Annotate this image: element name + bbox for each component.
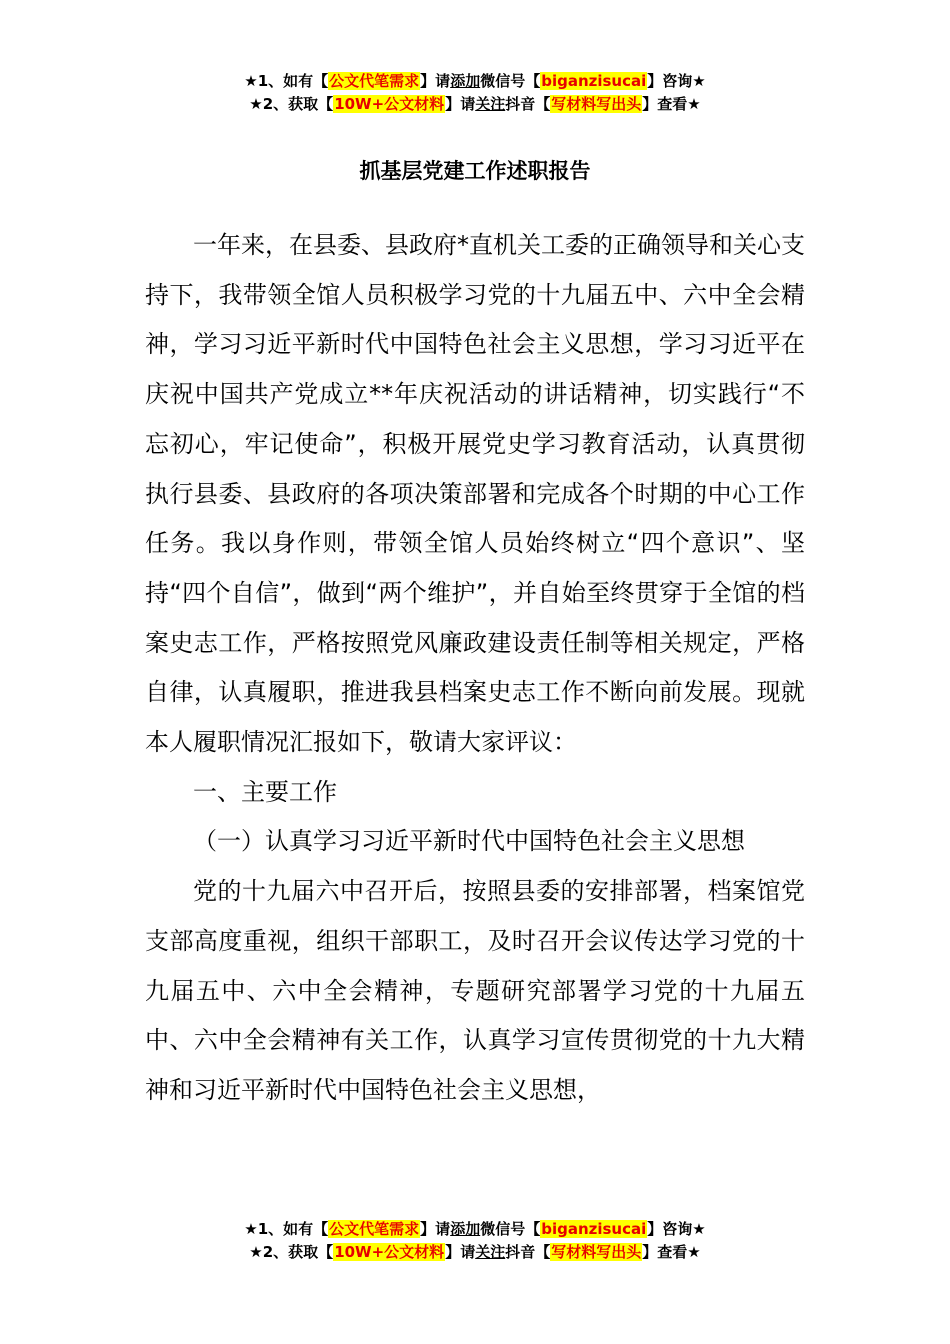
promo-text: 抖音【 bbox=[505, 1243, 551, 1261]
promo-line-2 bbox=[0, 93, 950, 116]
promo-text: 】咨询★ bbox=[647, 72, 706, 90]
promo-line-2 bbox=[0, 1241, 950, 1264]
promo-highlight: biganzisucai bbox=[541, 72, 647, 90]
promo-text: ★1、如有【 bbox=[244, 1220, 329, 1238]
promo-text: 】查看★ bbox=[642, 1243, 701, 1261]
promo-text: 】请 bbox=[420, 72, 451, 90]
document-title: 抓基层党建工作述职报告 bbox=[359, 159, 591, 183]
body-paragraph: 党的十九届六中召开后，按照县委的安排部署，档案馆党支部高度重视，组织干部职工，及时召开会议传达学习党的十九届五中、六中全会精神，专题研究部署学习党的十九届五中、六中全会精神有关工作，认真学习宣传贯彻党的十九大精神和习近平新时代中国特色社会主义思想， bbox=[145, 877, 805, 1104]
promo-text: 】请 bbox=[445, 1243, 476, 1261]
promo-highlight: biganzisucai bbox=[541, 1220, 647, 1238]
section-heading: 一、主要工作 bbox=[193, 777, 337, 806]
promo-highlight: 公文代笔需求 bbox=[329, 1220, 420, 1238]
promo-text: 微信号【 bbox=[480, 1220, 541, 1238]
promo-text: 微信号【 bbox=[480, 72, 541, 90]
promo-highlight: 10W+公文材料 bbox=[334, 95, 445, 113]
promo-text: 】请 bbox=[420, 1220, 451, 1238]
promo-line-1 bbox=[0, 70, 950, 93]
promo-text: 】咨询★ bbox=[647, 1220, 706, 1238]
intro-paragraph: 一年来，在县委、县政府*直机关工委的正确领导和关心支持下，我带领全馆人员积极学习党的十九届五中、六中全会精神，学习习近平新时代中国特色社会主义思想，学习习近平在庆祝中国共产党成立**年庆祝活动的讲话精神，切实践行“不忘初心，牢记使命”，积极开展党史学习教育活动，认真贯彻执行县委、县政府的各项决策部署和完成各个时期的中心工作任务。我以身作则，带领全馆人员始终树立“四个意识”、坚持“四个自信”，做到“两个维护”，并自始至终贯穿于全馆的档案史志工作，严格按照党风廉政建设责任制等相关规定，严格自律，认真履职，推进我县档案史志工作不断向前发展。现就本人履职情况汇报如下，敬请大家评议： bbox=[145, 231, 805, 757]
footer-promo-banner bbox=[0, 1218, 950, 1264]
promo-highlight: 写材料写出头 bbox=[551, 1243, 642, 1261]
promo-text: 】查看★ bbox=[642, 95, 701, 113]
promo-underlined: 添加 bbox=[450, 72, 481, 90]
promo-text: ★2、获取【 bbox=[249, 95, 334, 113]
promo-text: ★2、获取【 bbox=[249, 1243, 334, 1261]
promo-text: ★1、如有【 bbox=[244, 72, 329, 90]
promo-highlight: 公文代笔需求 bbox=[329, 72, 420, 90]
header-promo-banner bbox=[0, 70, 950, 116]
document-body bbox=[145, 221, 805, 1116]
promo-underlined: 添加 bbox=[450, 1220, 481, 1238]
promo-line-1 bbox=[0, 1218, 950, 1241]
promo-text: 】请 bbox=[445, 95, 476, 113]
promo-highlight: 写材料写出头 bbox=[551, 95, 642, 113]
promo-underlined: 关注 bbox=[475, 95, 506, 113]
promo-text: 抖音【 bbox=[505, 95, 551, 113]
subsection-heading: （一）认真学习习近平新时代中国特色社会主义思想 bbox=[193, 827, 745, 856]
promo-highlight: 10W+公文材料 bbox=[334, 1243, 445, 1261]
promo-underlined: 关注 bbox=[475, 1243, 506, 1261]
